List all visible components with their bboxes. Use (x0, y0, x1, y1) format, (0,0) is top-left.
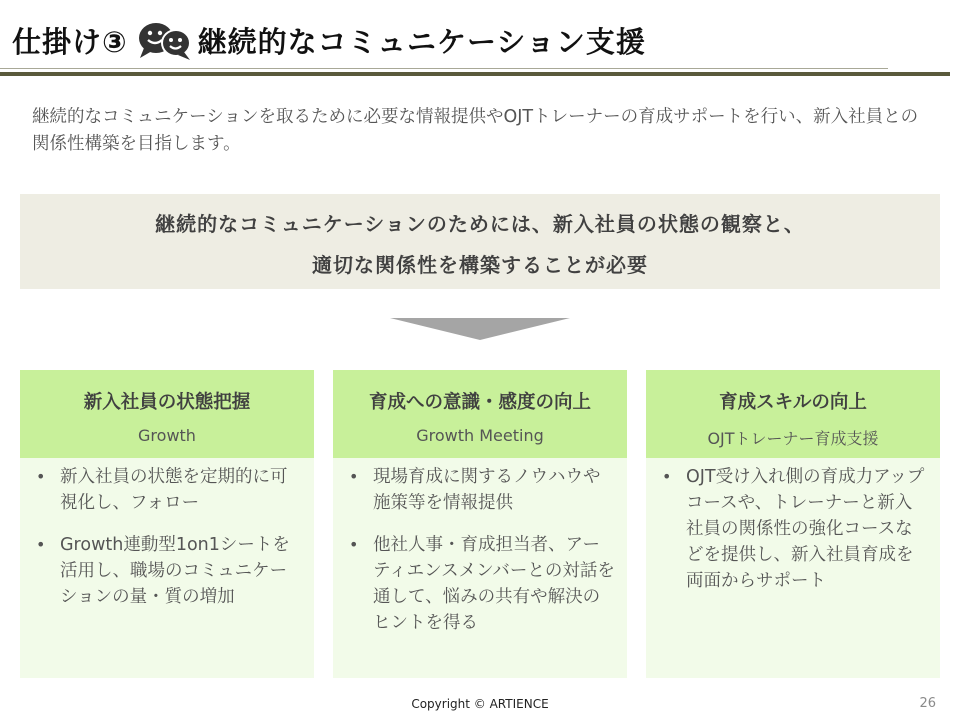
column-subtitle: Growth Meeting (416, 426, 544, 445)
down-arrow-icon (390, 318, 570, 340)
column-header (646, 370, 940, 458)
title-divider-thin (0, 68, 888, 69)
bullet-icon: • (662, 467, 672, 486)
slide-title (12, 16, 646, 64)
bullet-icon: • (349, 535, 359, 554)
list-item (658, 464, 928, 594)
column-subtitle: OJTトレーナー育成支援 (707, 429, 879, 448)
chat-bubbles-icon (136, 18, 194, 62)
title-prefix: 仕掛け③ (12, 24, 128, 59)
column-skills (646, 370, 940, 678)
bullet-list (646, 458, 940, 594)
list-item (32, 532, 302, 610)
list-item (345, 532, 615, 636)
column-title: 育成スキルの向上 (719, 392, 867, 413)
bullet-icon: • (36, 535, 46, 554)
column-state-tracking (20, 370, 314, 678)
key-message-banner (20, 194, 940, 289)
copyright-footer: Copyright © ARTIENCE (411, 697, 549, 711)
bullet-text: 新入社員の状態を定期的に可視化し、フォロー (60, 467, 288, 513)
column-awareness (333, 370, 627, 678)
bullet-text: 現場育成に関するノウハウや施策等を情報提供 (373, 467, 601, 513)
bullet-icon: • (349, 467, 359, 486)
bullet-icon: • (36, 467, 46, 486)
title-divider (0, 72, 950, 76)
bullet-text: OJT受け入れ側の育成力アップコースや、トレーナーと新入社員の関係性の強化コースなどを提供し、新入社員育成を両面からサポート (686, 467, 925, 591)
page-number: 26 (919, 696, 936, 711)
list-item (345, 464, 615, 516)
bullet-list (20, 458, 314, 610)
banner-line-2: 適切な関係性を構築することが必要 (312, 253, 648, 277)
bullet-list (333, 458, 627, 636)
column-header (333, 370, 627, 458)
column-subtitle: Growth (138, 426, 196, 445)
title-main: 継続的なコミュニケーション支援 (197, 24, 646, 59)
column-title: 育成への意識・感度の向上 (368, 392, 591, 413)
list-item (32, 464, 302, 516)
intro-text: 継続的なコミュニケーションを取るために必要な情報提供やOJTトレーナーの育成サポートを行い、新入社員との関係性構築を目指します。 (32, 107, 919, 154)
column-title: 新入社員の状態把握 (83, 392, 251, 413)
banner-line-1: 継続的なコミュニケーションのためには、新入社員の状態の観察と、 (155, 212, 805, 236)
column-header (20, 370, 314, 458)
bullet-text: Growth連動型1on1シートを活用し、職場のコミュニケーションの量・質の増加 (60, 535, 290, 607)
bullet-text: 他社人事・育成担当者、アーティエンスメンバーとの対話を通して、悩みの共有や解決のヒントを得る (373, 535, 615, 633)
